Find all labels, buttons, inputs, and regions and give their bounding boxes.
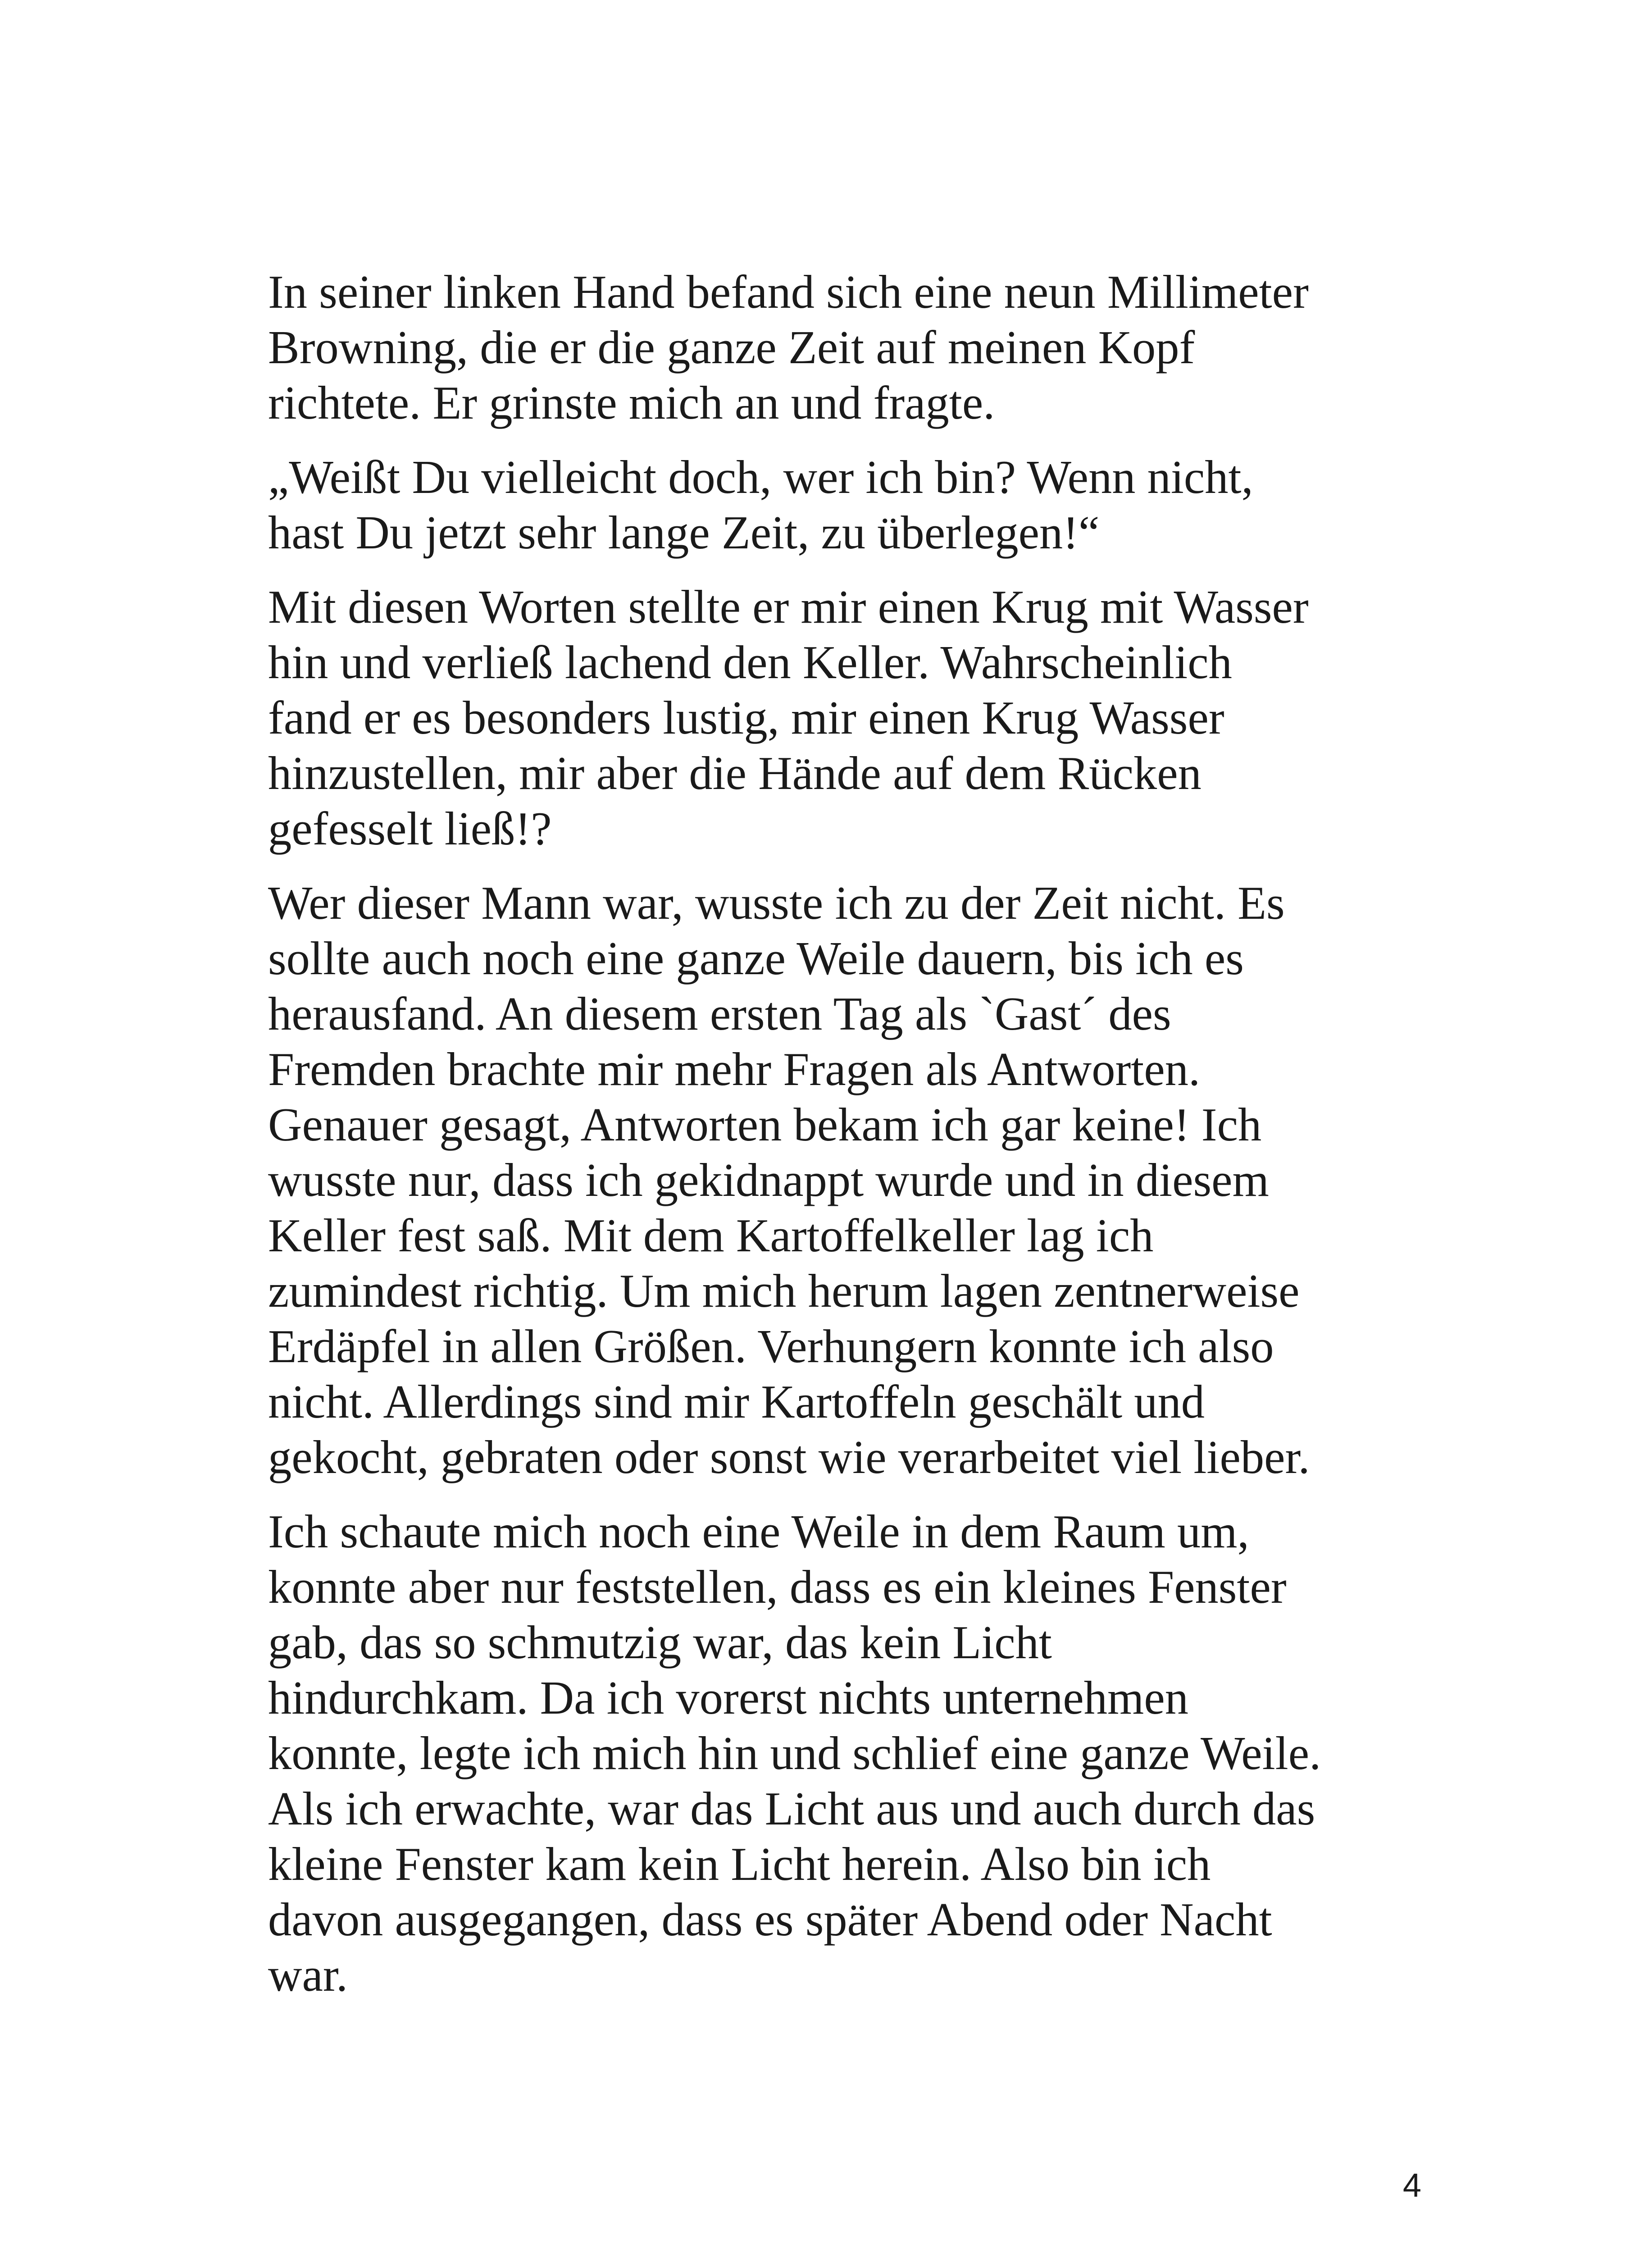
text-line: hindurchkam. Da ich vorerst nichts unternehmen <box>268 1672 1188 1724</box>
text-line: kleine Fenster kam kein Licht herein. Also bin ich <box>268 1838 1211 1890</box>
text-line: Mit diesen Worten stellte er mir einen Krug mit Wasser <box>268 581 1309 633</box>
text-line: fand er es besonders lustig, mir einen Krug Wasser <box>268 692 1224 744</box>
text-line: hinzustellen, mir aber die Hände auf dem Rücken <box>268 747 1201 799</box>
text-line: konnte aber nur feststellen, dass es ein kleines Fenster <box>268 1561 1287 1613</box>
text-line: nicht. Allerdings sind mir Kartoffeln geschält und <box>268 1376 1205 1428</box>
text-line: „Weißt Du vielleicht doch, wer ich bin? Wenn nicht, <box>268 451 1253 503</box>
text-line: Browning, die er die ganze Zeit auf meinen Kopf <box>268 321 1195 374</box>
text-line: richtete. Er grinste mich an und fragte. <box>268 377 995 429</box>
text-line: gab, das so schmutzig war, das kein Licht <box>268 1616 1052 1669</box>
text-line: In seiner linken Hand befand sich eine neun Millimeter <box>268 266 1309 318</box>
text-line: hin und verließ lachend den Keller. Wahrscheinlich <box>268 636 1232 689</box>
body-text <box>268 265 1421 2022</box>
text-line: Fremden brachte mir mehr Fragen als Antworten. <box>268 1043 1201 1095</box>
text-line: gekocht, gebraten oder sonst wie verarbeitet viel lieber. <box>268 1431 1310 1483</box>
text-line: konnte, legte ich mich hin und schlief eine ganze Weile. <box>268 1727 1321 1779</box>
paragraph-5 <box>268 1504 1421 2003</box>
text-line: gefesselt ließ!? <box>268 803 552 855</box>
page-number: 4 <box>1402 2166 1421 2204</box>
paragraph-3 <box>268 579 1421 857</box>
text-line: Genauer gesagt, Antworten bekam ich gar keine! Ich <box>268 1099 1262 1151</box>
text-line: Als ich erwachte, war das Licht aus und auch durch das <box>268 1783 1315 1835</box>
text-line: hast Du jetzt sehr lange Zeit, zu überlegen!“ <box>268 506 1100 559</box>
text-line: herausfand. An diesem ersten Tag als `Gast´ des <box>268 988 1171 1040</box>
text-line: Wer dieser Mann war, wusste ich zu der Zeit nicht. Es <box>268 877 1285 929</box>
paragraph-4 <box>268 876 1421 1485</box>
paragraph-1 <box>268 265 1421 431</box>
text-line: davon ausgegangen, dass es später Abend oder Nacht <box>268 1893 1272 1946</box>
paragraph-2 <box>268 450 1421 561</box>
text-line: Erdäpfel in allen Größen. Verhungern konnte ich also <box>268 1320 1274 1373</box>
text-line: sollte auch noch eine ganze Weile dauern, bis ich es <box>268 932 1244 985</box>
text-line: zumindest richtig. Um mich herum lagen zentnerweise <box>268 1265 1300 1317</box>
text-line: Ich schaute mich noch eine Weile in dem Raum um, <box>268 1505 1249 1558</box>
text-line: wusste nur, dass ich gekidnappt wurde und in diesem <box>268 1154 1269 1206</box>
text-line: war. <box>268 1949 348 2001</box>
text-line: Keller fest saß. Mit dem Kartoffelkeller lag ich <box>268 1209 1154 1262</box>
